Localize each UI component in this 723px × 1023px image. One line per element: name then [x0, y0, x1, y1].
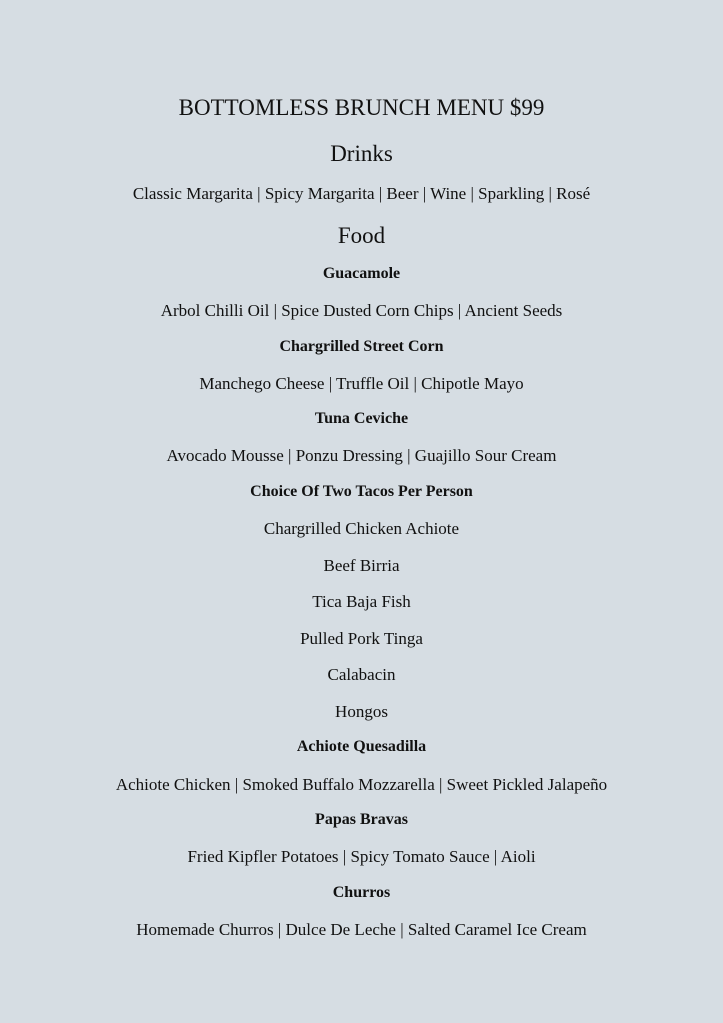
taco-option: Beef Birria — [323, 556, 400, 575]
taco-option: Chargrilled Chicken Achiote — [263, 519, 460, 538]
food-heading: Food — [337, 223, 386, 248]
drinks-list: Classic Margarita | Spicy Margarita | Beer | Wine | Sparkling | Rosé — [132, 184, 591, 203]
dish-name-papas: Papas Bravas — [315, 811, 408, 828]
dish-name-ceviche: Tuna Ceviche — [314, 410, 409, 427]
taco-option: Hongos — [335, 702, 388, 721]
dish-desc-quesadilla: Achiote Chicken | Smoked Buffalo Mozzarella | Sweet Pickled Jalapeño — [115, 775, 608, 794]
dish-name-tacos: Choice Of Two Tacos Per Person — [250, 483, 473, 500]
dish-name-street-corn: Chargrilled Street Corn — [279, 338, 444, 355]
taco-option: Pulled Pork Tinga — [300, 629, 423, 648]
drinks-heading: Drinks — [330, 141, 393, 166]
dish-desc-ceviche: Avocado Mousse | Ponzu Dressing | Guajillo Sour Cream — [166, 446, 557, 465]
dish-name-quesadilla: Achiote Quesadilla — [296, 738, 427, 755]
taco-option: Tica Baja Fish — [312, 592, 411, 611]
menu-title: BOTTOMLESS BRUNCH MENU $99 — [178, 95, 545, 120]
dish-name-churros: Churros — [332, 884, 391, 901]
dish-desc-guacamole: Arbol Chilli Oil | Spice Dusted Corn Chips | Ancient Seeds — [160, 301, 563, 320]
dish-desc-churros: Homemade Churros | Dulce De Leche | Salted Caramel Ice Cream — [136, 920, 587, 939]
dish-name-guacamole: Guacamole — [322, 265, 401, 282]
taco-option: Calabacin — [327, 665, 396, 684]
dish-desc-papas: Fried Kipfler Potatoes | Spicy Tomato Sauce | Aioli — [187, 847, 536, 866]
dish-desc-street-corn: Manchego Cheese | Truffle Oil | Chipotle Mayo — [199, 374, 524, 393]
